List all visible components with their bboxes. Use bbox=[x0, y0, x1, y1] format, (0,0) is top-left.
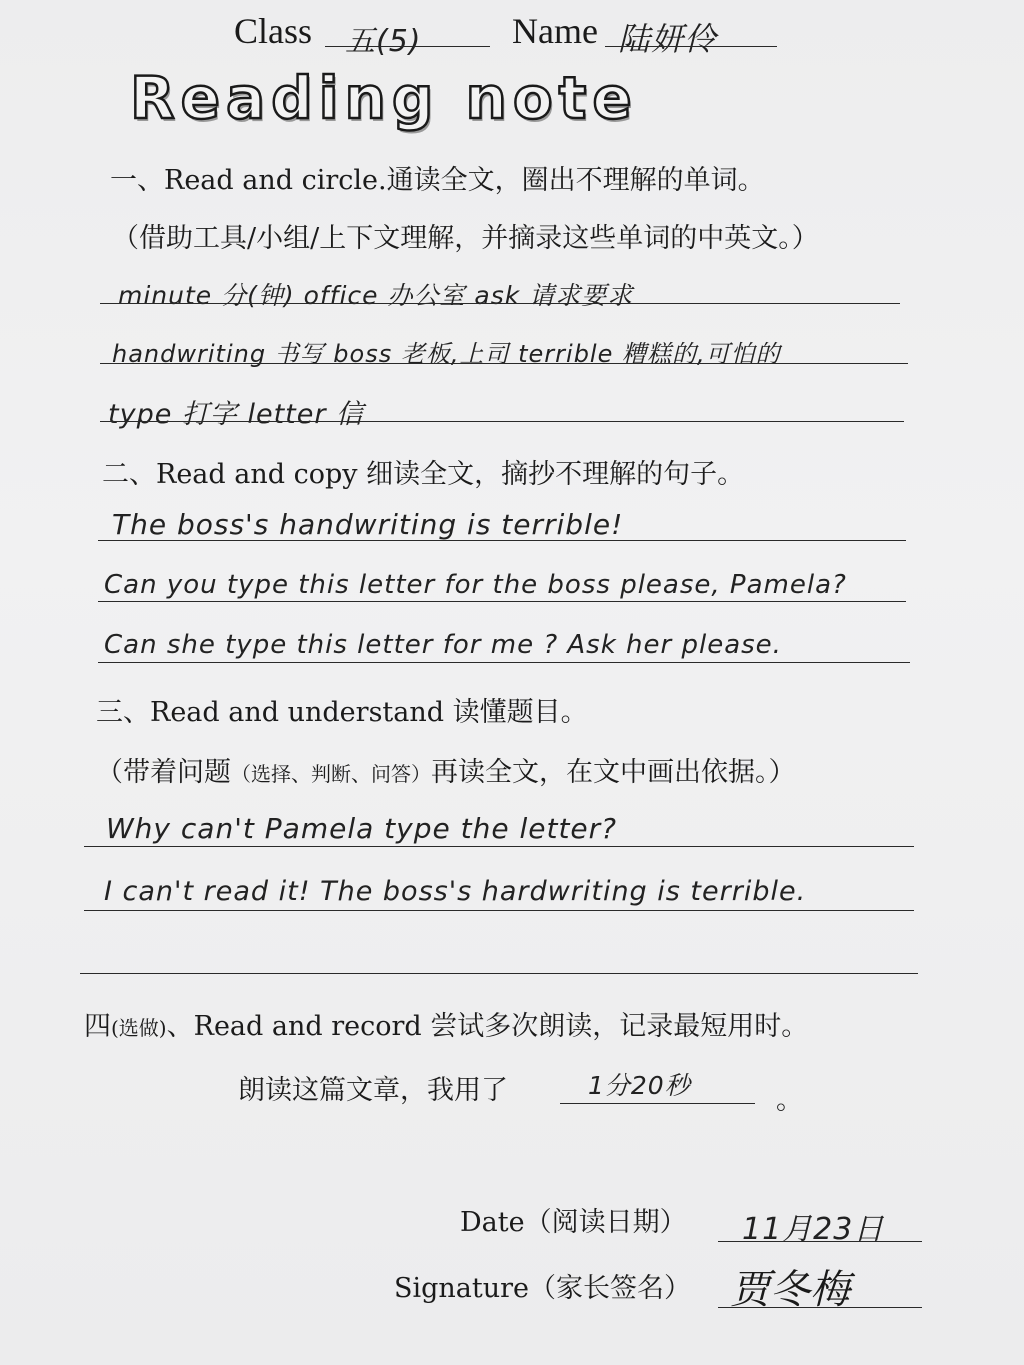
section2-line-1 bbox=[98, 540, 906, 541]
section3-line-1 bbox=[84, 846, 914, 847]
section3-note-small: （选择、判断、问答） bbox=[231, 762, 431, 786]
section2-line-2 bbox=[98, 601, 906, 602]
section1-answer-3: type 打字 letter 信 bbox=[108, 399, 365, 430]
section4-time-suffix: 。 bbox=[776, 1085, 803, 1116]
section3-line-2 bbox=[84, 910, 914, 911]
section3-answer-1: Why can't Pamela type the letter? bbox=[106, 812, 618, 845]
section1-heading: 一、Read and circle.通读全文，圈出不理解的单词。 bbox=[110, 165, 765, 196]
section3-answer-2: I can't read it! The boss's hardwriting is terrible. bbox=[104, 876, 807, 907]
section1-line-1 bbox=[100, 303, 900, 304]
section2-answer-2: Can you type this letter for the boss please, Pamela? bbox=[104, 570, 847, 600]
section2-answer-3: Can she type this letter for me ? Ask her please. bbox=[104, 630, 782, 660]
section1-answer-1: minute 分(钟) office 办公室 ask 请求要求 bbox=[118, 281, 634, 310]
section3-heading: 三、Read and understand 读懂题目。 bbox=[96, 697, 588, 728]
section1-line-3 bbox=[100, 421, 904, 422]
section3-note-prefix: （带着问题 bbox=[96, 757, 231, 788]
section4-heading bbox=[84, 1004, 808, 1043]
page-title: Reading note bbox=[130, 64, 638, 132]
signature-label: Signature（家长签名） bbox=[394, 1273, 692, 1304]
section2-line-3 bbox=[98, 662, 910, 663]
signature-line bbox=[718, 1307, 922, 1308]
section4-time-value: 1分20秒 bbox=[588, 1071, 691, 1100]
class-underline bbox=[325, 46, 490, 47]
section4-time-line bbox=[560, 1103, 755, 1104]
signature-value: 贾冬梅 bbox=[730, 1267, 850, 1313]
section4-heading-small: (选做) bbox=[111, 1016, 167, 1040]
section1-line-2 bbox=[100, 363, 908, 364]
section1-answer-2: handwriting 书写 boss 老板,上司 terrible 糟糕的,可怕的 bbox=[112, 340, 781, 368]
date-label: Date（阅读日期） bbox=[460, 1207, 687, 1238]
date-line bbox=[718, 1241, 922, 1242]
name-underline bbox=[605, 46, 777, 47]
section3-line-3 bbox=[80, 973, 918, 974]
section3-note bbox=[96, 750, 796, 789]
name-label: Name bbox=[512, 11, 598, 51]
section4-time-prefix: 朗读这篇文章，我用了 bbox=[238, 1075, 508, 1106]
name-value: 陆妍伶 bbox=[618, 20, 718, 58]
section2-answer-1: The boss's handwriting is terrible! bbox=[112, 508, 624, 541]
date-value: 11月23日 bbox=[742, 1212, 885, 1247]
section4-heading-prefix: 四 bbox=[84, 1011, 111, 1042]
section2-heading: 二、Read and copy 细读全文，摘抄不理解的句子。 bbox=[102, 459, 745, 490]
class-label: Class bbox=[234, 11, 313, 51]
section3-note-suffix: 再读全文，在文中画出依据。） bbox=[431, 757, 796, 788]
section1-note: （借助工具/小组/上下文理解，并摘录这些单词的中英文。） bbox=[112, 223, 819, 254]
section4-heading-suffix: 、Read and record 尝试多次朗读，记录最短用时。 bbox=[166, 1011, 809, 1042]
class-value: 五(5) bbox=[345, 24, 422, 59]
